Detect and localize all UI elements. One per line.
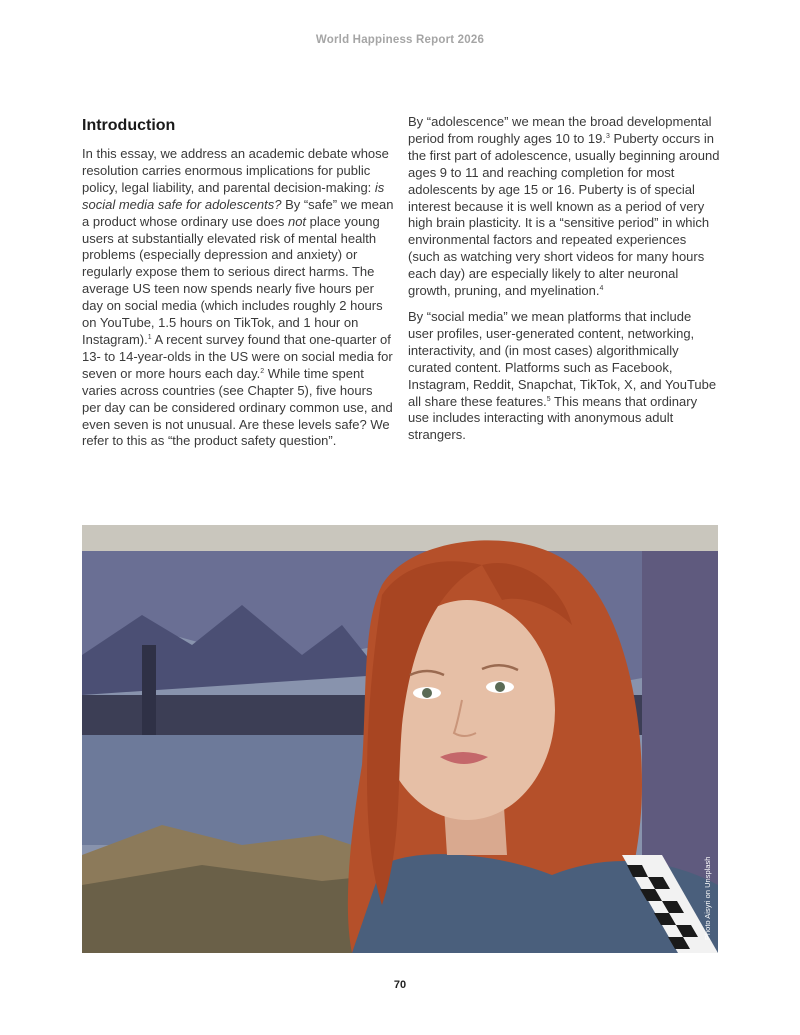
text-run: By “social media” we mean platforms that include user profiles, user-generated content, networking, interactivity, and (in most cases) algorithmically curated content. Platforms such as Facebook, Instagram, Reddit, Snapchat, TikTok, X, and YouTube all share these features. (408, 308, 717, 409)
footnote-ref[interactable]: 3 (606, 132, 610, 140)
photo-credit: Photo Aisyri on Unsplash (703, 856, 712, 940)
text-run: Puberty occurs in the first part of adolescence, usually beginning around ages 9 to 11 and reaching completion for most adolescents by age 15 or 16. Puberty is of special interest because it is well known as a period of very high brain plasticity. It is a “sensitive period” in which environmental factors and repeated experiences (such as watching very short videos for many hours each day) are especially likely to alter neuronal growth, pruning, and myelination. (408, 130, 720, 299)
left-iris (422, 688, 432, 698)
text-run: By “adolescence” we mean the broad developmental period from roughly ages 10 to 19. (408, 114, 712, 146)
footnote-ref[interactable]: 4 (599, 285, 604, 293)
right-iris (495, 682, 505, 692)
text-run: By “safe” we mean a product whose ordinary use does (82, 196, 394, 229)
running-header: World Happiness Report 2026 (315, 34, 485, 46)
portrait-photo (82, 525, 718, 953)
portrait-illustration (82, 525, 718, 953)
text-run: A recent survey found that one-quarter of 13- to 14-year-olds in the US were on social media for seven or more hours each day. (82, 331, 393, 381)
footnote-ref[interactable]: 2 (260, 367, 265, 375)
adolescence-paragraph (408, 114, 720, 300)
text-run: While time spent varies across countries (see Chapter 5), five hours per day can be considered ordinary common use, and even seven is not unusual. Are these levels safe? We refer to this as “the product safety question”. (82, 365, 393, 449)
intro-paragraph (82, 146, 394, 450)
text-run: This means that ordinary use includes interacting with anonymous adult strangers. (408, 393, 698, 443)
footnote-ref[interactable]: 5 (546, 395, 551, 403)
right-column (408, 114, 720, 453)
text-run: In this essay, we address an academic debate whose resolution carries enormous implications for public policy, legal liability, and parental decision-making: (82, 146, 389, 195)
wall-strip (82, 525, 718, 551)
footnote-ref[interactable]: 1 (147, 333, 152, 341)
italic-not: not (287, 213, 307, 229)
social-media-paragraph (408, 309, 720, 444)
text-run: place young users at substantially elevated risk of mental health problems (especially depression and anxiety) or regularly expose them to serious direct harms. The average US teen now spends nearly five hours per day on social media (which includes roughly 2 hours on YouTube, 1.5 hours on TikTok, and 1 hour on Instagram). (82, 213, 383, 347)
left-column (82, 114, 394, 459)
section-heading: Introduction (82, 117, 176, 134)
italic-question: is social media safe for adolescents? (82, 179, 385, 212)
page-number: 70 (393, 979, 407, 991)
